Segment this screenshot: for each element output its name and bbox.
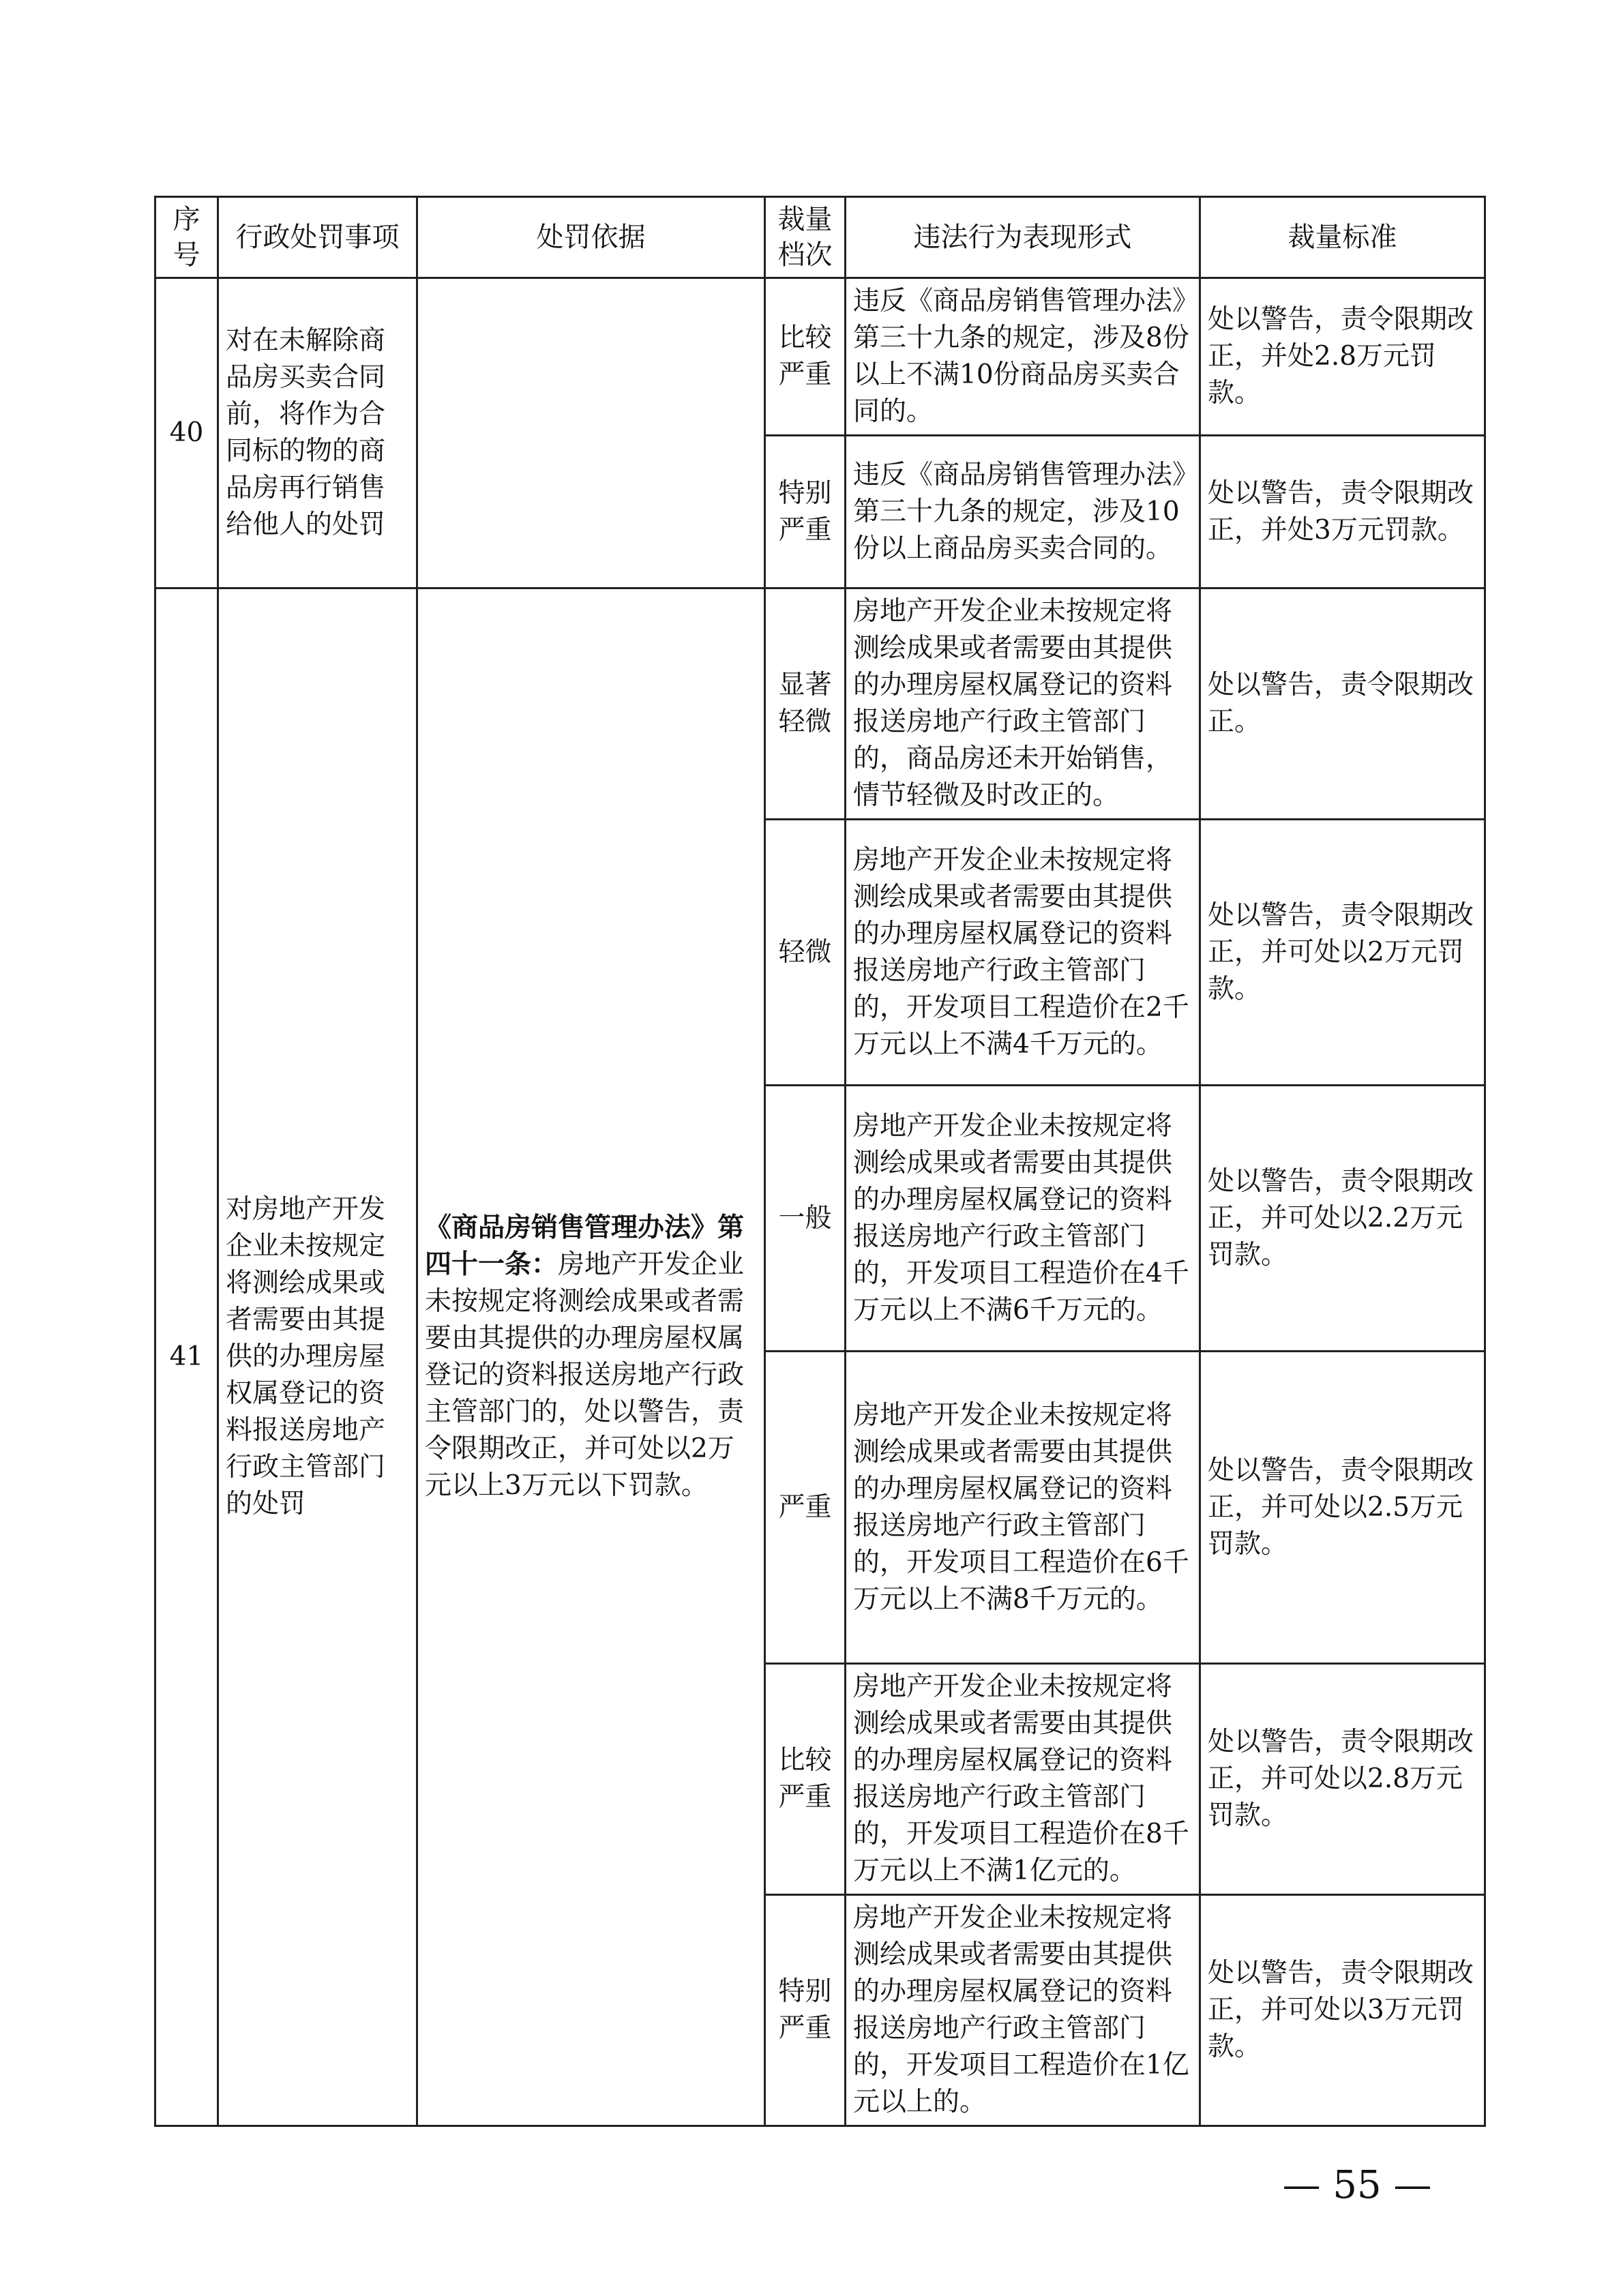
discretion-standard: 处以警告，责令限期改正，并可处以2.5万元罚款。: [1200, 1352, 1485, 1664]
violation-behavior: 房地产开发企业未按规定将测绘成果或者需要由其提供的办理房屋权属登记的资料报送房地产行政主管部门的，开发项目工程造价在6千万元以上不满8千万元的。: [846, 1352, 1200, 1664]
discretion-level: 严重: [765, 1352, 846, 1664]
row-number: 40: [155, 278, 218, 588]
violation-behavior: 房地产开发企业未按规定将测绘成果或者需要由其提供的办理房屋权属登记的资料报送房地产行政主管部门的，商品房还未开始销售，情节轻微及时改正的。: [846, 588, 1200, 820]
discretion-level: 特别严重: [765, 436, 846, 588]
table-row: [155, 588, 1485, 820]
penalty-table: [154, 196, 1486, 2127]
header-num: 序号: [155, 197, 218, 278]
violation-behavior: 房地产开发企业未按规定将测绘成果或者需要由其提供的办理房屋权属登记的资料报送房地产行政主管部门的，开发项目工程造价在8千万元以上不满1亿元的。: [846, 1664, 1200, 1895]
discretion-standard: 处以警告，责令限期改正，并处2.8万元罚款。: [1200, 278, 1485, 436]
discretion-standard: 处以警告，责令限期改正，并可处以2.8万元罚款。: [1200, 1664, 1485, 1895]
violation-behavior: 房地产开发企业未按规定将测绘成果或者需要由其提供的办理房屋权属登记的资料报送房地产行政主管部门的，开发项目工程造价在2千万元以上不满4千万元的。: [846, 820, 1200, 1086]
discretion-level: 比较严重: [765, 1664, 846, 1895]
violation-behavior: 违反《商品房销售管理办法》第三十九条的规定，涉及10份以上商品房买卖合同的。: [846, 436, 1200, 588]
basis-text: 房地产开发企业未按规定将测绘成果或者需要由其提供的办理房屋权属登记的资料报送房地产行政主管部门的，处以警告，责令限期改正，并可处以2万元以上3万元以下罚款。: [425, 1249, 745, 1501]
row-number: 41: [155, 588, 218, 2126]
discretion-standard: 处以警告，责令限期改正，并可处以2.2万元罚款。: [1200, 1086, 1485, 1352]
discretion-standard: 处以警告，责令限期改正，并可处以2万元罚款。: [1200, 820, 1485, 1086]
discretion-standard: 处以警告，责令限期改正。: [1200, 588, 1485, 820]
discretion-level: 一般: [765, 1086, 846, 1352]
penalty-item: 对房地产开发企业未按规定将测绘成果或者需要由其提供的办理房屋权属登记的资料报送房地产行政主管部门的处罚: [218, 588, 417, 2126]
header-standard: 裁量标准: [1200, 197, 1485, 278]
discretion-standard: 处以警告，责令限期改正，并可处以3万元罚款。: [1200, 1895, 1485, 2126]
header-behavior: 违法行为表现形式: [846, 197, 1200, 278]
page-number: — 55 —: [1282, 2163, 1432, 2207]
table-row: [155, 278, 1485, 436]
penalty-basis: [417, 588, 765, 2126]
discretion-standard: 处以警告，责令限期改正，并处3万元罚款。: [1200, 436, 1485, 588]
basis-title: 《商品房销售管理办法》第四十一条：: [425, 1212, 745, 1280]
violation-behavior: 房地产开发企业未按规定将测绘成果或者需要由其提供的办理房屋权属登记的资料报送房地产行政主管部门的，开发项目工程造价在1亿元以上的。: [846, 1895, 1200, 2126]
violation-behavior: 违反《商品房销售管理办法》第三十九条的规定，涉及8份以上不满10份商品房买卖合同的。: [846, 278, 1200, 436]
violation-behavior: 房地产开发企业未按规定将测绘成果或者需要由其提供的办理房屋权属登记的资料报送房地产行政主管部门的，开发项目工程造价在4千万元以上不满6千万元的。: [846, 1086, 1200, 1352]
header-level: 裁量档次: [765, 197, 846, 278]
penalty-item: 对在未解除商品房买卖合同前，将作为合同标的物的商品房再行销售给他人的处罚: [218, 278, 417, 588]
penalty-basis: [417, 278, 765, 588]
discretion-level: 特别严重: [765, 1895, 846, 2126]
header-basis: 处罚依据: [417, 197, 765, 278]
discretion-level: 显著轻微: [765, 588, 846, 820]
discretion-level: 轻微: [765, 820, 846, 1086]
table-header-row: [155, 197, 1485, 278]
header-item: 行政处罚事项: [218, 197, 417, 278]
discretion-level: 比较严重: [765, 278, 846, 436]
